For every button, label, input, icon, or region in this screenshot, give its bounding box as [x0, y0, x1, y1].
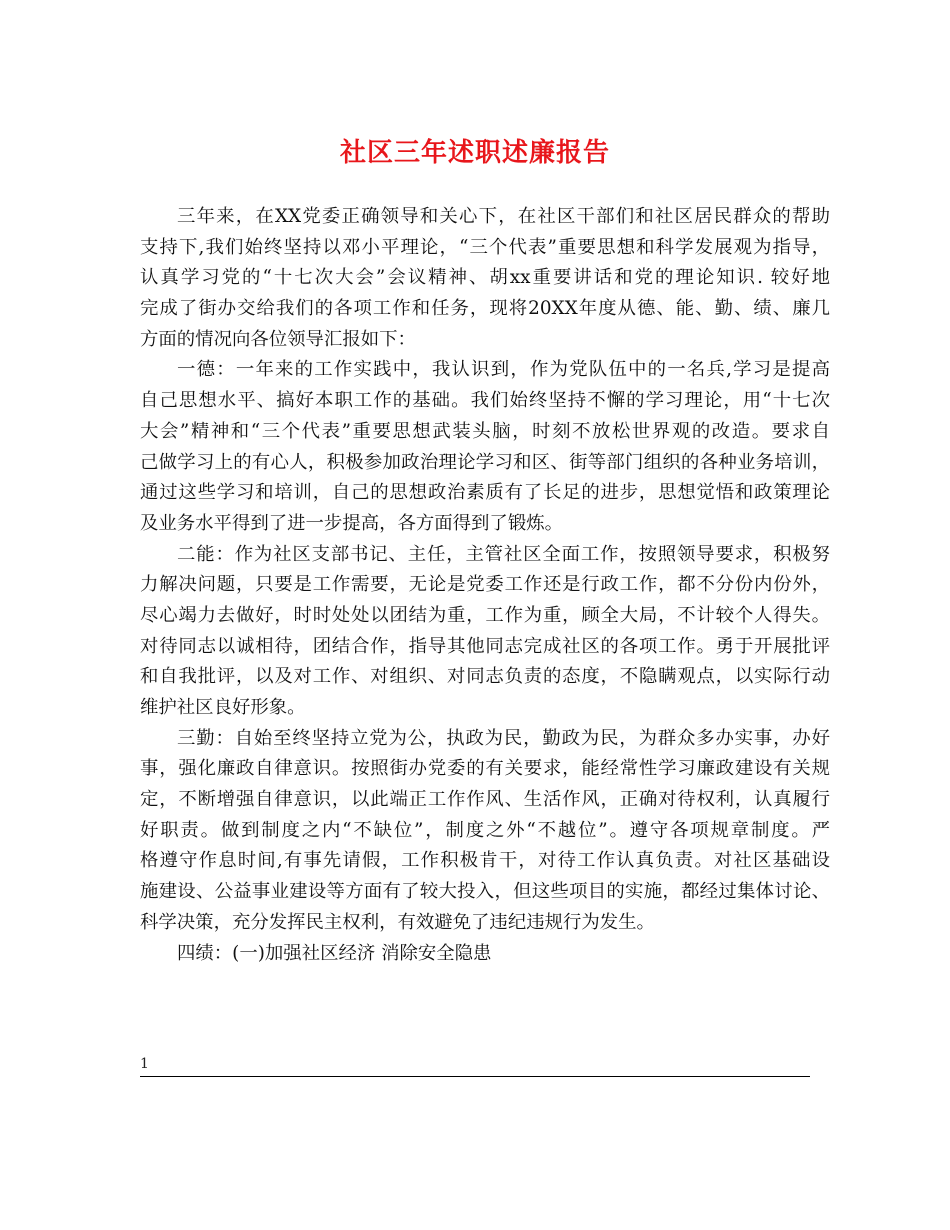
text-line: 二能：作为社区支部书记、主任，主管社区全面工作，按照领导要求，积极努	[177, 543, 830, 565]
page-number: 1	[140, 1056, 149, 1072]
text-line: 对待同志以诚相待，团结合作，指导其他同志完成社区的各项工作。勇于开展批评	[140, 635, 830, 657]
text-line: 通过这些学习和培训，自己的思想政治素质有了长足的进步，思想觉悟和政策理论	[140, 482, 830, 504]
paragraph-qin	[140, 724, 830, 939]
text-line: 三勤：自始至终坚持立党为公，执政为民，勤政为民，为群众多办实事，办好	[177, 727, 830, 749]
text-line: 格遵守作息时间,有事先请假，工作积极肯干，对待工作认真负责。对社区基础设	[140, 850, 830, 872]
text-line: 自己思想水平、搞好本职工作的基础。我们始终坚持不懈的学习理论，用“十七次	[140, 390, 830, 412]
text-line: 好职责。做到制度之内“不缺位”，制度之外“不越位”。遵守各项规章制度。严	[140, 819, 830, 841]
text-line: 维护社区良好形象。	[140, 697, 306, 718]
text-line: 认真学习党的“十七次大会”会议精神、胡xx重要讲话和党的理论知识. 较好地	[140, 267, 830, 289]
text-line: 事，强化廉政自律意识。按照街办党委的有关要求，能经常性学习廉政建设有关规	[140, 758, 830, 780]
text-line: 力解决问题，只要是工作需要，无论是党委工作还是行政工作，都不分份内份外，	[140, 574, 830, 596]
text-line: 科学决策，充分发挥民主权利，有效避免了违纪违规行为发生。	[140, 911, 655, 933]
text-line: 及业务水平得到了进一步提高，各方面得到了锻炼。	[140, 512, 563, 534]
text-line: 四绩：(一)加强社区经济 消除安全隐患	[177, 942, 492, 964]
text-line: 一德：一年来的工作实践中，我认识到，作为党队伍中的一名兵,学习是提高	[177, 359, 830, 381]
text-line: 完成了街办交给我们的各项工作和任务，现将20XX年度从德、能、勤、绩、廉几	[140, 298, 830, 320]
text-line: 方面的情况向各位领导汇报如下：	[140, 328, 416, 350]
footer-divider	[140, 1076, 810, 1077]
paragraph-neng	[140, 540, 830, 724]
text-line: 施建设、公益事业建设等方面有了较大投入，但这些项目的实施，都经过集体讨论、	[140, 881, 830, 903]
text-line: 尽心竭力去做好，时时处处以团结为重，工作为重，顾全大局，不计较个人得失。	[140, 604, 830, 626]
paragraph-de	[140, 355, 830, 539]
paragraph-ji	[140, 939, 830, 970]
text-line: 定，不断增强自律意识，以此端正工作作风、生活作风，正确对待权利，认真履行	[140, 789, 830, 811]
text-line: 己做学习上的有心人，积极参加政治理论学习和区、街等部门组织的各种业务培训，	[140, 451, 830, 473]
document-body	[140, 202, 830, 969]
text-line: 大会”精神和“三个代表”重要思想武装头脑，时刻不放松世界观的改造。要求自	[140, 420, 830, 442]
text-line: 三年来，在XX党委正确领导和关心下，在社区干部们和社区居民群众的帮助	[177, 206, 830, 227]
text-line: 和自我批评，以及对工作、对组织、对同志负责的态度，不隐瞒观点，以实际行动	[140, 666, 830, 688]
document-title: 社区三年述职述廉报告	[339, 138, 610, 168]
text-line: 支持下,我们始终坚持以邓小平理论，“三个代表”重要思想和科学发展观为指导，	[140, 236, 830, 258]
paragraph-intro	[140, 202, 830, 355]
